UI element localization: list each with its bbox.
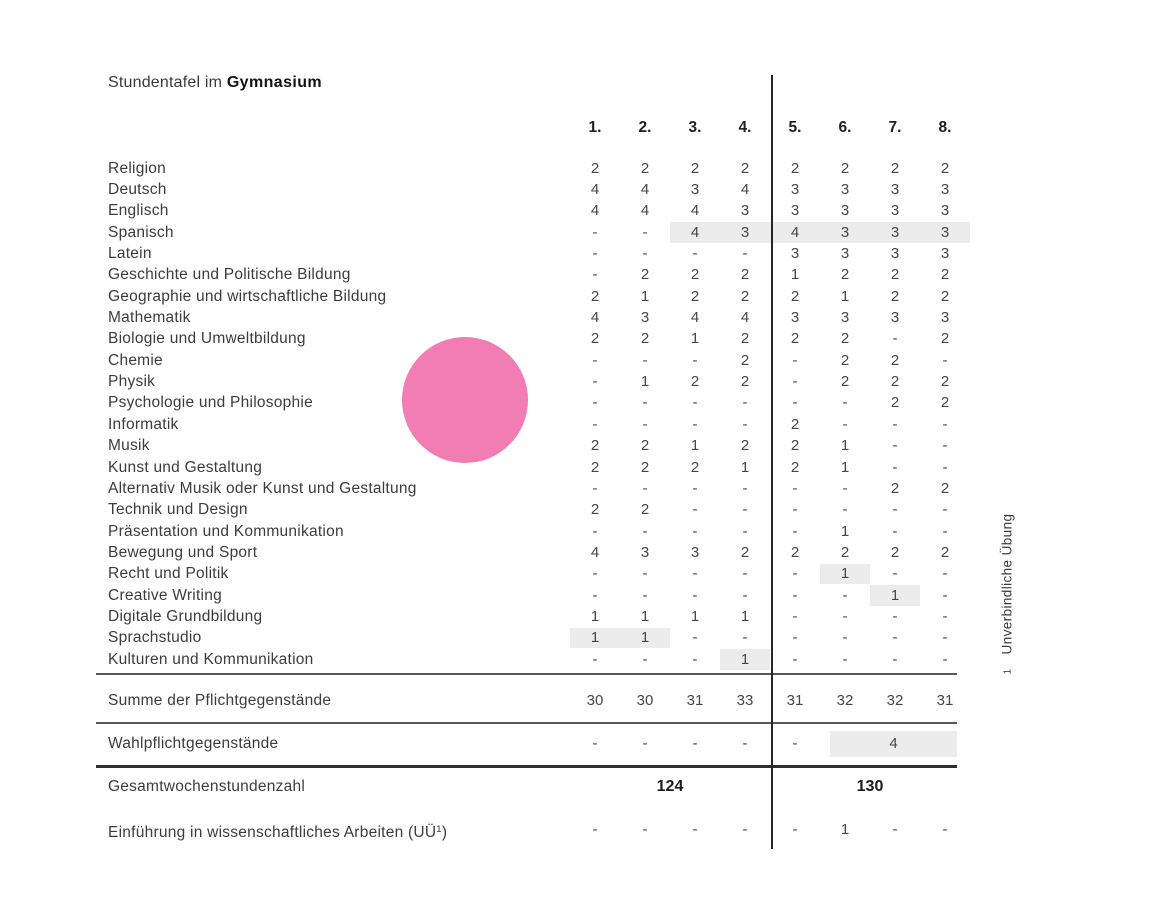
subject-row [0, 627, 970, 648]
hours-cell: - [792, 650, 798, 668]
subject-label: Chemie [108, 351, 163, 369]
hours-cell: 3 [840, 245, 850, 262]
hours-cell: 1 [640, 287, 650, 305]
hours-cell: - [742, 415, 748, 433]
grade-group-divider-line [771, 75, 773, 849]
einfuehrung-cell: - [742, 821, 748, 838]
hours-cell: 3 [890, 245, 900, 262]
hours-cell: - [842, 501, 848, 519]
subject-row [0, 542, 970, 563]
hours-cell: - [642, 565, 648, 583]
subject-row [0, 563, 970, 584]
hours-cell: - [892, 565, 898, 583]
hours-cell: - [792, 586, 798, 604]
hours-cell: 2 [890, 394, 900, 412]
hours-cell: - [592, 266, 598, 284]
hours-cell: 4 [640, 202, 650, 220]
hours-cell: 3 [890, 202, 900, 220]
hours-cell: 2 [640, 437, 650, 455]
wahlpflicht-cell: - [692, 735, 698, 752]
hours-cell: - [692, 245, 698, 262]
hours-cell: 2 [840, 266, 850, 284]
hours-cell: 3 [890, 223, 900, 241]
hours-cell: 2 [640, 501, 650, 519]
hours-cell: 2 [890, 351, 900, 369]
hours-cell: 4 [640, 180, 650, 198]
col-header-grade-4: 4. [738, 119, 752, 136]
hours-cell: - [792, 565, 798, 583]
einfuehrung-cell: 1 [840, 821, 850, 838]
subject-label: Sprachstudio [108, 629, 202, 647]
page-title [108, 74, 322, 92]
hours-cell: - [792, 522, 798, 540]
hours-cell: 2 [940, 266, 950, 284]
divider-above-wahlpflicht [96, 722, 957, 724]
hours-cell: - [592, 245, 598, 262]
col-header-grade-2: 2. [638, 119, 652, 136]
wahlpflicht-cell: - [742, 735, 748, 752]
hours-cell: 2 [940, 373, 950, 391]
hours-cell: 2 [690, 266, 700, 284]
summe-cell: 33 [736, 692, 754, 709]
hours-cell: 4 [790, 223, 800, 241]
hours-cell: 4 [590, 543, 600, 561]
hours-cell: - [892, 415, 898, 433]
hours-cell: 2 [890, 479, 900, 497]
subject-label: Informatik [108, 415, 179, 433]
hours-cell: 2 [590, 287, 600, 305]
hours-cell: 2 [940, 330, 950, 348]
hours-cell: 2 [640, 458, 650, 476]
einfuehrung-row [0, 819, 970, 841]
subject-label: Religion [108, 159, 167, 177]
subject-row [0, 499, 970, 520]
col-header-grade-8: 8. [938, 119, 952, 136]
hours-cell: 4 [740, 180, 750, 198]
hours-cell: 3 [940, 180, 950, 198]
hours-cell: 3 [840, 202, 850, 220]
hours-cell: 2 [840, 351, 850, 369]
hours-cell: 2 [840, 373, 850, 391]
hours-cell: - [792, 479, 798, 497]
summe-cell: 30 [586, 692, 604, 709]
wahlpflicht-cell: - [642, 735, 648, 752]
hours-cell: 2 [790, 543, 800, 561]
hours-cell: 3 [940, 245, 950, 262]
summe-cell: 32 [836, 692, 854, 709]
hours-cell: - [742, 565, 748, 583]
einfuehrung-cell: - [792, 821, 798, 838]
hours-cell: - [842, 394, 848, 412]
subject-label: Bewegung und Sport [108, 543, 258, 561]
hours-cell: 2 [890, 159, 900, 177]
einfuehrung-label [108, 819, 447, 844]
hours-cell: 2 [740, 351, 750, 369]
hours-cell: 4 [690, 223, 700, 241]
hours-cell: - [592, 223, 598, 241]
hours-cell: 2 [690, 458, 700, 476]
hours-cell: 1 [740, 607, 750, 625]
subject-label: Geographie und wirtschaftliche Bildung [108, 287, 387, 305]
hours-cell: - [942, 415, 948, 433]
hours-cell: - [692, 394, 698, 412]
hours-cell: 2 [590, 437, 600, 455]
wahlpflicht-cell: - [792, 735, 798, 752]
hours-cell: - [592, 586, 598, 604]
gesamtwochenstundenzahl-row [0, 776, 970, 798]
hours-cell: 3 [640, 543, 650, 561]
subject-row [0, 521, 970, 542]
hours-cell: - [892, 330, 898, 348]
hours-cell: - [742, 522, 748, 540]
hours-cell: - [642, 223, 648, 241]
hours-cell: 1 [590, 607, 600, 625]
summe-cell: 31 [686, 692, 704, 709]
hours-cell: 3 [940, 223, 950, 241]
hours-cell: - [792, 607, 798, 625]
hours-cell: - [942, 565, 948, 583]
hours-cell: - [692, 586, 698, 604]
subject-row [0, 286, 970, 307]
hours-cell: 1 [640, 629, 650, 647]
footnote-unverbindliche-uebung [1000, 514, 1015, 675]
einfuehrung-cell: - [942, 821, 948, 838]
hours-cell: - [942, 607, 948, 625]
hours-cell: - [692, 415, 698, 433]
subject-row [0, 649, 970, 670]
hours-cell: 2 [640, 159, 650, 177]
hours-cell: 2 [940, 287, 950, 305]
hours-cell: 2 [740, 266, 750, 284]
summe-cell: 32 [886, 692, 904, 709]
hours-cell: - [792, 501, 798, 519]
hours-cell: 2 [890, 543, 900, 561]
hours-cell: 1 [740, 650, 750, 668]
hours-cell: 1 [790, 266, 800, 284]
hours-cell: 2 [840, 330, 850, 348]
hours-cell: - [692, 565, 698, 583]
einfuehrung-cell: - [592, 821, 598, 838]
gesamt-label: Gesamtwochenstundenzahl [108, 778, 306, 795]
hours-cell: - [742, 245, 748, 262]
hours-cell: - [592, 522, 598, 540]
hours-cell: 3 [890, 309, 900, 327]
hours-cell: - [642, 394, 648, 412]
footnote-text: Unverbindliche Übung [999, 513, 1015, 655]
hours-cell: 3 [790, 180, 800, 198]
hours-cell: 2 [740, 330, 750, 348]
hours-cell: 2 [640, 266, 650, 284]
hours-cell: - [942, 650, 948, 668]
hours-cell: 2 [940, 543, 950, 561]
hours-cell: - [692, 650, 698, 668]
hours-cell: 2 [890, 373, 900, 391]
summe-label: Summe der Pflichtgegenstände [108, 692, 332, 709]
title-prefix: Stundentafel im [108, 74, 227, 91]
hours-cell: - [842, 607, 848, 625]
hours-cell: 1 [690, 437, 700, 455]
hours-cell: 3 [940, 202, 950, 220]
col-header-grade-7: 7. [888, 119, 902, 136]
subject-label: Alternativ Musik oder Kunst und Gestaltung [108, 479, 417, 497]
hours-cell: - [842, 650, 848, 668]
hours-cell: - [892, 522, 898, 540]
subject-row [0, 264, 970, 285]
einfuehrung-cell: - [892, 821, 898, 838]
total-grades-1-4: 124 [656, 778, 684, 795]
hours-cell: - [842, 629, 848, 647]
hours-cell: - [942, 437, 948, 455]
footnote-marker: 1 [1002, 668, 1014, 675]
hours-cell: - [842, 586, 848, 604]
hours-cell: - [592, 351, 598, 369]
hours-cell: - [642, 479, 648, 497]
hours-cell: - [692, 629, 698, 647]
hours-cell: 2 [790, 159, 800, 177]
hours-cell: 2 [640, 330, 650, 348]
subject-label: Mathematik [108, 309, 191, 327]
hours-cell: 3 [740, 223, 750, 241]
hours-cell: - [642, 351, 648, 369]
hours-cell: 3 [790, 245, 800, 262]
hours-cell: 2 [590, 159, 600, 177]
hours-cell: 4 [590, 202, 600, 220]
hours-cell: 2 [890, 266, 900, 284]
subject-label: Biologie und Umweltbildung [108, 330, 306, 348]
hours-cell: 3 [740, 202, 750, 220]
hours-cell: - [942, 629, 948, 647]
hours-cell: - [692, 351, 698, 369]
wahlpflicht-label: Wahlpflichtgegenstände [108, 735, 279, 752]
einfuehrung-label-main: Einführung in wissenschaftliches Arbeiten (UÜ [108, 824, 437, 841]
pink-circle-decoration [402, 337, 528, 463]
subject-row [0, 243, 970, 264]
hours-cell: 2 [790, 415, 800, 433]
hours-cell: 3 [890, 180, 900, 198]
hours-cell: 2 [740, 159, 750, 177]
col-header-grade-6: 6. [838, 119, 852, 136]
col-header-grade-1: 1. [588, 119, 602, 136]
grade-column-headers [0, 117, 970, 138]
total-grades-5-8: 130 [856, 778, 884, 795]
hours-cell: - [792, 351, 798, 369]
einfuehrung-cell: - [642, 821, 648, 838]
hours-cell: 2 [790, 437, 800, 455]
hours-cell: - [592, 479, 598, 497]
subject-label: Recht und Politik [108, 565, 229, 583]
hours-cell: 2 [740, 543, 750, 561]
title-school-type: Gymnasium [226, 74, 323, 91]
divider-above-gesamt [96, 765, 957, 768]
col-header-grade-5: 5. [788, 119, 802, 136]
subject-row [0, 478, 970, 499]
hours-cell: 1 [840, 565, 850, 583]
wahlpflicht-highlighted-value: 4 [830, 731, 957, 757]
hours-cell: - [692, 522, 698, 540]
hours-cell: 2 [940, 394, 950, 412]
einfuehrung-cell: - [692, 821, 698, 838]
hours-cell: 3 [640, 309, 650, 327]
hours-cell: 4 [590, 309, 600, 327]
subject-label: Präsentation und Kommunikation [108, 522, 344, 540]
hours-cell: 4 [590, 180, 600, 198]
hours-cell: - [592, 394, 598, 412]
hours-cell: 4 [690, 309, 700, 327]
subject-row [0, 307, 970, 328]
hours-cell: 1 [590, 629, 600, 647]
hours-cell: - [842, 415, 848, 433]
hours-cell: 1 [890, 586, 900, 604]
subject-row [0, 200, 970, 221]
subject-label: Kunst und Gestaltung [108, 458, 263, 476]
hours-cell: - [642, 586, 648, 604]
divider-above-summe [96, 673, 957, 675]
hours-cell: 1 [840, 522, 850, 540]
hours-cell: - [792, 373, 798, 391]
hours-cell: 4 [690, 202, 700, 220]
subject-label: Digitale Grundbildung [108, 607, 263, 625]
hours-cell: - [742, 629, 748, 647]
subject-row [0, 179, 970, 200]
hours-cell: 2 [840, 159, 850, 177]
subject-row [0, 585, 970, 606]
hours-cell: 2 [790, 287, 800, 305]
hours-cell: 3 [940, 309, 950, 327]
hours-cell: 3 [790, 202, 800, 220]
hours-cell: 3 [840, 309, 850, 327]
hours-cell: - [642, 522, 648, 540]
hours-cell: - [592, 565, 598, 583]
hours-cell: 2 [590, 501, 600, 519]
hours-cell: 2 [740, 287, 750, 305]
hours-cell: 2 [840, 543, 850, 561]
einfuehrung-footnote-marker: 1 [436, 824, 442, 835]
hours-cell: - [942, 522, 948, 540]
hours-cell: - [642, 650, 648, 668]
hours-cell: - [942, 458, 948, 476]
hours-cell: - [642, 415, 648, 433]
hours-cell: - [642, 245, 648, 262]
hours-cell: - [892, 629, 898, 647]
hours-cell: 2 [740, 437, 750, 455]
hours-cell: - [942, 501, 948, 519]
hours-cell: 2 [940, 159, 950, 177]
subject-label: Englisch [108, 202, 169, 220]
summe-pflichtgegenstaende-row [0, 690, 970, 712]
subject-row [0, 606, 970, 627]
hours-cell: - [892, 501, 898, 519]
subject-label: Creative Writing [108, 586, 222, 604]
hours-cell: - [892, 437, 898, 455]
subject-label: Psychologie und Philosophie [108, 394, 313, 412]
hours-cell: - [692, 479, 698, 497]
subject-label: Musik [108, 437, 150, 455]
hours-cell: 3 [840, 223, 850, 241]
hours-cell: - [792, 629, 798, 647]
hours-cell: 2 [590, 458, 600, 476]
subject-label: Technik und Design [108, 501, 248, 519]
subject-label: Deutsch [108, 180, 167, 198]
summe-cell: 31 [786, 692, 804, 709]
hours-cell: - [742, 479, 748, 497]
hours-cell: 1 [840, 437, 850, 455]
hours-cell: 2 [940, 479, 950, 497]
hours-cell: 1 [640, 373, 650, 391]
wahlpflichtgegenstaende-row [0, 733, 970, 755]
hours-cell: - [792, 394, 798, 412]
subject-label: Spanisch [108, 223, 174, 241]
wahlpflicht-cell: - [592, 735, 598, 752]
hours-cell: 4 [740, 309, 750, 327]
hours-cell: 1 [840, 287, 850, 305]
hours-cell: - [942, 351, 948, 369]
hours-cell: 1 [690, 607, 700, 625]
hours-cell: - [742, 394, 748, 412]
hours-cell: 2 [690, 159, 700, 177]
hours-cell: 1 [840, 458, 850, 476]
hours-cell: 2 [790, 458, 800, 476]
hours-cell: - [592, 373, 598, 391]
hours-cell: - [892, 650, 898, 668]
hours-cell: 3 [840, 180, 850, 198]
hours-cell: - [942, 586, 948, 604]
hours-cell: - [892, 607, 898, 625]
hours-cell: 1 [640, 607, 650, 625]
hours-cell: 3 [790, 309, 800, 327]
hours-cell: - [592, 650, 598, 668]
subject-label: Kulturen und Kommunikation [108, 650, 314, 668]
subject-label: Physik [108, 373, 156, 391]
subject-label: Latein [108, 245, 152, 262]
summe-cell: 30 [636, 692, 654, 709]
hours-cell: 1 [740, 458, 750, 476]
subject-label: Geschichte und Politische Bildung [108, 266, 351, 284]
hours-cell: - [892, 458, 898, 476]
hours-cell: 3 [690, 543, 700, 561]
hours-cell: 2 [890, 287, 900, 305]
hours-cell: 2 [690, 287, 700, 305]
einfuehrung-label-close: ) [441, 824, 448, 841]
summe-cell: 31 [936, 692, 954, 709]
hours-cell: - [592, 415, 598, 433]
hours-cell: 3 [690, 180, 700, 198]
hours-cell: - [742, 586, 748, 604]
col-header-grade-3: 3. [688, 119, 702, 136]
subject-row [0, 222, 970, 243]
hours-cell: 2 [590, 330, 600, 348]
hours-cell: - [692, 501, 698, 519]
hours-cell: 2 [690, 373, 700, 391]
hours-cell: 2 [790, 330, 800, 348]
hours-cell: - [742, 501, 748, 519]
subject-row [0, 158, 970, 179]
hours-cell: - [842, 479, 848, 497]
hours-cell: 1 [690, 330, 700, 348]
hours-cell: 2 [740, 373, 750, 391]
